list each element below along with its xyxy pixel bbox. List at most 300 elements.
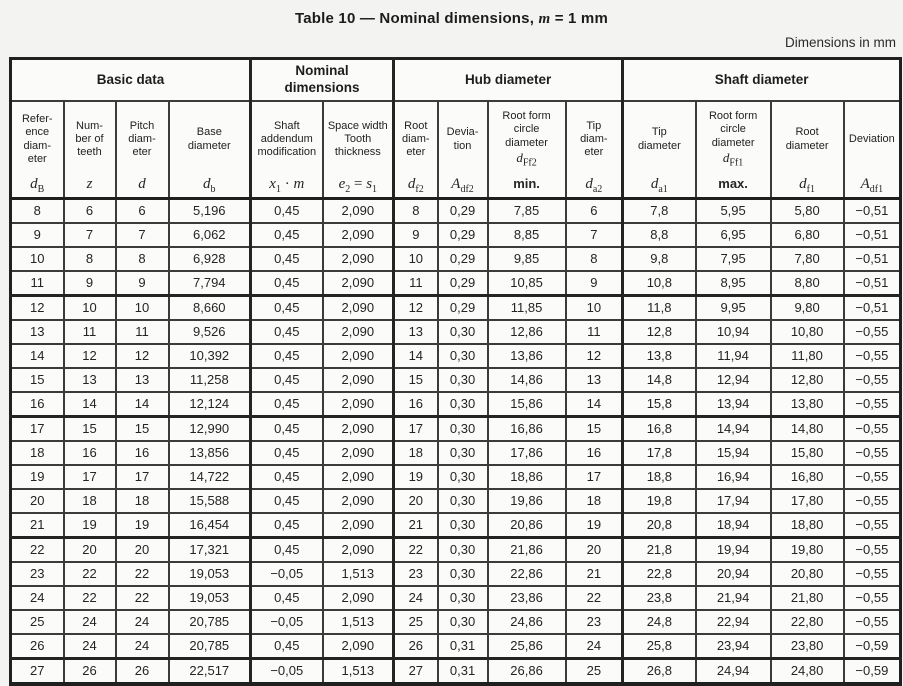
cell-hub-root-diameter: 23: [394, 562, 438, 586]
cell-shaft-root-form-circle-diameter: 20,94: [696, 562, 771, 586]
cell-number-of-teeth: 15: [64, 417, 116, 442]
cell-hub-root-form-circle-diameter: 12,86: [488, 320, 566, 344]
symbol-part: B: [37, 184, 45, 195]
symbol-part: z: [86, 176, 93, 192]
column-header-content: [252, 102, 322, 197]
cell-space-width-tooth-thickness: 2,090: [323, 538, 394, 563]
column-header-content: [489, 102, 565, 197]
column-symbol: [718, 177, 748, 197]
cell-hub-root-diameter: 24: [394, 586, 438, 610]
group-header-hub-diameter: [394, 59, 623, 102]
column-symbol: [451, 177, 474, 197]
cell-shaft-deviation: −0,51: [844, 296, 901, 321]
cell-hub-deviation: 0,29: [438, 296, 488, 321]
cell-space-width-tooth-thickness: 2,090: [323, 586, 394, 610]
cell-shaft-tip-diameter: 9,8: [623, 247, 696, 271]
column-name: [128, 102, 156, 177]
column-name-line: eter: [132, 146, 152, 159]
cell-base-diameter: 13,856: [169, 441, 251, 465]
symbol-part: e: [338, 176, 346, 192]
cell-shaft-tip-diameter: 21,8: [623, 538, 696, 563]
cell-hub-root-form-circle-diameter: 15,86: [488, 392, 566, 417]
cell-shaft-tip-diameter: 12,8: [623, 320, 696, 344]
cell-hub-root-diameter: 19: [394, 465, 438, 489]
cell-number-of-teeth: 22: [64, 562, 116, 586]
cell-hub-root-form-circle-diameter: 26,86: [488, 659, 566, 685]
cell-shaft-addendum-modification: −0,05: [251, 659, 323, 685]
symbol-part: d: [203, 176, 211, 192]
cell-hub-root-diameter: 8: [394, 199, 438, 224]
symbol-part: Ff2: [522, 157, 537, 169]
cell-hub-root-diameter: 10: [394, 247, 438, 271]
cell-hub-deviation: 0,30: [438, 368, 488, 392]
cell-shaft-root-diameter: 15,80: [771, 441, 844, 465]
cell-hub-tip-diameter: 10: [566, 296, 623, 321]
cell-hub-root-diameter: 17: [394, 417, 438, 442]
cell-hub-root-form-circle-diameter: 19,86: [488, 489, 566, 513]
column-name-line: ence: [25, 126, 50, 139]
column-name-line: eter: [584, 146, 604, 159]
table-row: [11, 659, 901, 685]
column-symbol: [408, 177, 424, 197]
column-name-line: teeth: [77, 146, 102, 159]
column-header-reference-diameter: [11, 101, 64, 199]
column-name-line: diameter: [785, 139, 829, 152]
cell-shaft-root-form-circle-diameter: 11,94: [696, 344, 771, 368]
cell-hub-deviation: 0,30: [438, 320, 488, 344]
cell-shaft-addendum-modification: 0,45: [251, 247, 323, 271]
cell-shaft-root-diameter: 10,80: [771, 320, 844, 344]
column-header-content: [772, 102, 843, 197]
cell-shaft-root-form-circle-diameter: 6,95: [696, 223, 771, 247]
column-name: [402, 102, 430, 177]
cell-shaft-addendum-modification: 0,45: [251, 368, 323, 392]
cell-shaft-tip-diameter: 20,8: [623, 513, 696, 538]
column-header-hub-root-diameter: [394, 101, 438, 199]
column-name-line: Deviation: [848, 132, 895, 145]
symbol-part: d: [516, 149, 523, 165]
column-name-line: Root form: [502, 110, 551, 123]
column-header-shaft-tip-diameter: [623, 101, 696, 199]
cell-pitch-diameter: 24: [116, 610, 169, 634]
cell-hub-tip-diameter: 18: [566, 489, 623, 513]
cell-space-width-tooth-thickness: 2,090: [323, 223, 394, 247]
cell-shaft-root-diameter: 12,80: [771, 368, 844, 392]
cell-pitch-diameter: 16: [116, 441, 169, 465]
cell-pitch-diameter: 6: [116, 199, 169, 224]
table-row: [11, 368, 901, 392]
cell-reference-diameter: 23: [11, 562, 64, 586]
column-symbol: [585, 177, 602, 197]
column-name-line: tion: [453, 139, 472, 152]
column-header-space-width-tooth-thickness: [323, 101, 394, 199]
column-name: [580, 102, 608, 177]
cell-base-diameter: 19,053: [169, 586, 251, 610]
symbol-part: =: [350, 176, 367, 192]
cell-space-width-tooth-thickness: 2,090: [323, 320, 394, 344]
cell-hub-root-diameter: 18: [394, 441, 438, 465]
column-name-line: Root: [795, 126, 819, 139]
symbol-part: s: [366, 176, 373, 192]
column-name-line: diameter: [187, 139, 231, 152]
cell-shaft-deviation: −0,51: [844, 271, 901, 296]
cell-pitch-diameter: 26: [116, 659, 169, 685]
cell-shaft-root-diameter: 17,80: [771, 489, 844, 513]
cell-space-width-tooth-thickness: 2,090: [323, 296, 394, 321]
column-header-content: [170, 102, 250, 197]
column-name: [502, 102, 550, 177]
cell-shaft-addendum-modification: 0,45: [251, 320, 323, 344]
cell-shaft-tip-diameter: 8,8: [623, 223, 696, 247]
column-name: [638, 102, 681, 177]
cell-base-diameter: 12,990: [169, 417, 251, 442]
cell-shaft-root-diameter: 9,80: [771, 296, 844, 321]
column-name-line: Refer-: [21, 113, 53, 126]
cell-shaft-addendum-modification: 0,45: [251, 513, 323, 538]
table-row: [11, 538, 901, 563]
column-header-content: [65, 102, 115, 197]
group-label-line: dimensions: [284, 80, 360, 95]
cell-hub-root-diameter: 20: [394, 489, 438, 513]
cell-shaft-tip-diameter: 24,8: [623, 610, 696, 634]
cell-pitch-diameter: 13: [116, 368, 169, 392]
column-header-shaft-root-diameter: [771, 101, 844, 199]
column-symbol: [513, 177, 540, 197]
cell-base-diameter: 6,062: [169, 223, 251, 247]
column-symbol: [861, 177, 884, 197]
column-name-line: Tip: [586, 119, 602, 132]
cell-reference-diameter: 20: [11, 489, 64, 513]
cell-shaft-addendum-modification: 0,45: [251, 634, 323, 659]
cell-number-of-teeth: 16: [64, 441, 116, 465]
column-name-line: Devia-: [446, 126, 479, 139]
table-row: [11, 441, 901, 465]
module-symbol: m: [538, 11, 551, 27]
table-row: [11, 271, 901, 296]
cell-hub-deviation: 0,30: [438, 489, 488, 513]
column-name: [328, 102, 388, 177]
cell-shaft-addendum-modification: 0,45: [251, 417, 323, 442]
cell-hub-tip-diameter: 22: [566, 586, 623, 610]
cell-hub-root-form-circle-diameter: 20,86: [488, 513, 566, 538]
table-row: [11, 199, 901, 224]
column-name-line: diameter: [505, 136, 548, 149]
column-name-line: Tip: [651, 126, 667, 139]
column-name-line: diam-: [128, 132, 156, 145]
cell-number-of-teeth: 13: [64, 368, 116, 392]
cell-shaft-deviation: −0,55: [844, 441, 901, 465]
cell-shaft-addendum-modification: −0,05: [251, 610, 323, 634]
cell-space-width-tooth-thickness: 2,090: [323, 271, 394, 296]
cell-hub-root-diameter: 16: [394, 392, 438, 417]
cell-base-diameter: 16,454: [169, 513, 251, 538]
cell-shaft-addendum-modification: 0,45: [251, 489, 323, 513]
cell-shaft-root-diameter: 11,80: [771, 344, 844, 368]
cell-shaft-tip-diameter: 26,8: [623, 659, 696, 685]
column-header-content: [567, 102, 622, 197]
cell-shaft-root-diameter: 8,80: [771, 271, 844, 296]
cell-hub-deviation: 0,29: [438, 247, 488, 271]
cell-reference-diameter: 17: [11, 417, 64, 442]
column-symbol: [30, 177, 44, 197]
cell-shaft-tip-diameter: 11,8: [623, 296, 696, 321]
cell-reference-diameter: 9: [11, 223, 64, 247]
cell-hub-root-form-circle-diameter: 22,86: [488, 562, 566, 586]
cell-hub-tip-diameter: 20: [566, 538, 623, 563]
column-name-line: diameter: [637, 139, 681, 152]
cell-number-of-teeth: 17: [64, 465, 116, 489]
group-header-basic-data: [11, 59, 251, 102]
cell-hub-deviation: 0,30: [438, 441, 488, 465]
cell-reference-diameter: 8: [11, 199, 64, 224]
cell-shaft-deviation: −0,51: [844, 223, 901, 247]
cell-shaft-root-diameter: 6,80: [771, 223, 844, 247]
cell-space-width-tooth-thickness: 2,090: [323, 199, 394, 224]
cell-number-of-teeth: 24: [64, 610, 116, 634]
cell-reference-diameter: 14: [11, 344, 64, 368]
cell-space-width-tooth-thickness: 2,090: [323, 634, 394, 659]
column-name-line: Root: [404, 119, 428, 132]
column-symbol: [87, 177, 93, 197]
cell-shaft-root-form-circle-diameter: 10,94: [696, 320, 771, 344]
cell-shaft-deviation: −0,59: [844, 659, 901, 685]
cell-pitch-diameter: 10: [116, 296, 169, 321]
cell-shaft-deviation: −0,55: [844, 368, 901, 392]
cell-pitch-diameter: 17: [116, 465, 169, 489]
table-row: [11, 417, 901, 442]
cell-shaft-root-diameter: 19,80: [771, 538, 844, 563]
column-name: [188, 102, 231, 177]
symbol-part: m: [293, 176, 305, 192]
symbol-part: df2: [460, 184, 474, 195]
cell-pitch-diameter: 22: [116, 586, 169, 610]
column-name-line: diam-: [23, 139, 51, 152]
cell-space-width-tooth-thickness: 1,513: [323, 659, 394, 685]
cell-hub-root-diameter: 26: [394, 634, 438, 659]
cell-shaft-tip-diameter: 17,8: [623, 441, 696, 465]
cell-hub-deviation: 0,31: [438, 634, 488, 659]
cell-hub-tip-diameter: 9: [566, 271, 623, 296]
cell-shaft-deviation: −0,55: [844, 513, 901, 538]
column-name: [447, 102, 479, 177]
column-symbol: [138, 177, 146, 197]
cell-reference-diameter: 10: [11, 247, 64, 271]
group-header-row: [11, 59, 901, 102]
cell-number-of-teeth: 19: [64, 513, 116, 538]
symbol-part: f1: [806, 184, 816, 195]
cell-shaft-addendum-modification: 0,45: [251, 586, 323, 610]
table-row: [11, 344, 901, 368]
cell-base-diameter: 15,588: [169, 489, 251, 513]
symbol-part: min.: [513, 176, 540, 191]
column-header-shaft-deviation: [844, 101, 901, 199]
table-row: [11, 465, 901, 489]
cell-shaft-addendum-modification: 0,45: [251, 441, 323, 465]
column-name-line: Pitch: [129, 119, 155, 132]
cell-hub-deviation: 0,30: [438, 586, 488, 610]
cell-base-diameter: 20,785: [169, 634, 251, 659]
cell-shaft-root-form-circle-diameter: 23,94: [696, 634, 771, 659]
cell-hub-deviation: 0,30: [438, 344, 488, 368]
table-row: [11, 610, 901, 634]
cell-number-of-teeth: 7: [64, 223, 116, 247]
cell-shaft-root-diameter: 16,80: [771, 465, 844, 489]
column-header-hub-tip-diameter: [566, 101, 623, 199]
table-title: [0, 0, 903, 28]
cell-shaft-addendum-modification: 0,45: [251, 223, 323, 247]
cell-hub-tip-diameter: 17: [566, 465, 623, 489]
symbol-part: A: [860, 176, 870, 192]
cell-pitch-diameter: 18: [116, 489, 169, 513]
table-row: [11, 247, 901, 271]
group-header-nominal-dimensions: [251, 59, 394, 102]
cell-shaft-addendum-modification: 0,45: [251, 344, 323, 368]
cell-hub-root-form-circle-diameter: 13,86: [488, 344, 566, 368]
cell-hub-root-form-circle-diameter: 23,86: [488, 586, 566, 610]
cell-shaft-deviation: −0,55: [844, 344, 901, 368]
cell-base-diameter: 12,124: [169, 392, 251, 417]
cell-hub-deviation: 0,30: [438, 465, 488, 489]
cell-hub-root-form-circle-diameter: 10,85: [488, 271, 566, 296]
cell-number-of-teeth: 10: [64, 296, 116, 321]
cell-base-diameter: 20,785: [169, 610, 251, 634]
symbol-part: A: [451, 176, 461, 192]
column-name-line: addendum: [260, 132, 313, 145]
cell-hub-root-diameter: 14: [394, 344, 438, 368]
cell-pitch-diameter: 11: [116, 320, 169, 344]
cell-shaft-root-diameter: 24,80: [771, 659, 844, 685]
cell-hub-root-diameter: 21: [394, 513, 438, 538]
cell-shaft-deviation: −0,51: [844, 247, 901, 271]
column-header-content: [117, 102, 168, 197]
column-header-hub-deviation: [438, 101, 488, 199]
column-header-hub-root-form-circle-diameter: [488, 101, 566, 199]
cell-reference-diameter: 25: [11, 610, 64, 634]
cell-reference-diameter: 19: [11, 465, 64, 489]
table-row: [11, 562, 901, 586]
column-name-line: circle: [720, 123, 746, 136]
cell-base-diameter: 22,517: [169, 659, 251, 685]
column-name-line: diam-: [580, 132, 608, 145]
cell-hub-root-form-circle-diameter: 9,85: [488, 247, 566, 271]
symbol-part: max.: [718, 176, 748, 191]
cell-pitch-diameter: 14: [116, 392, 169, 417]
cell-number-of-teeth: 18: [64, 489, 116, 513]
cell-shaft-root-form-circle-diameter: 21,94: [696, 586, 771, 610]
cell-hub-tip-diameter: 13: [566, 368, 623, 392]
cell-reference-diameter: 12: [11, 296, 64, 321]
cell-base-diameter: 10,392: [169, 344, 251, 368]
cell-pitch-diameter: 7: [116, 223, 169, 247]
cell-shaft-deviation: −0,55: [844, 465, 901, 489]
cell-shaft-root-diameter: 22,80: [771, 610, 844, 634]
column-symbol: [799, 177, 815, 197]
column-header-shaft-addendum-modification: [251, 101, 323, 199]
cell-shaft-root-form-circle-diameter: 18,94: [696, 513, 771, 538]
cell-shaft-root-diameter: 20,80: [771, 562, 844, 586]
column-name-line: Tooth: [344, 132, 372, 145]
nominal-dimensions-table: [9, 57, 902, 686]
cell-shaft-root-form-circle-diameter: 8,95: [696, 271, 771, 296]
column-header-base-diameter: [169, 101, 251, 199]
cell-shaft-addendum-modification: 0,45: [251, 296, 323, 321]
cell-shaft-root-form-circle-diameter: 14,94: [696, 417, 771, 442]
cell-pitch-diameter: 22: [116, 562, 169, 586]
column-name: [709, 102, 757, 177]
cell-hub-root-form-circle-diameter: 21,86: [488, 538, 566, 563]
cell-pitch-diameter: 20: [116, 538, 169, 563]
cell-base-diameter: 9,526: [169, 320, 251, 344]
cell-hub-deviation: 0,30: [438, 610, 488, 634]
symbol-part: ·: [280, 176, 294, 192]
column-header-content: [12, 102, 63, 197]
column-header-content: [845, 102, 900, 197]
cell-shaft-tip-diameter: 7,8: [623, 199, 696, 224]
cell-base-diameter: 7,794: [169, 271, 251, 296]
cell-space-width-tooth-thickness: 2,090: [323, 465, 394, 489]
cell-number-of-teeth: 9: [64, 271, 116, 296]
column-name-line: thickness: [334, 146, 381, 159]
column-symbol: [339, 177, 377, 197]
cell-shaft-root-diameter: 5,80: [771, 199, 844, 224]
cell-hub-tip-diameter: 24: [566, 634, 623, 659]
cell-hub-tip-diameter: 14: [566, 392, 623, 417]
cell-pitch-diameter: 15: [116, 417, 169, 442]
symbol-part: df1: [869, 184, 884, 195]
column-name: [257, 102, 316, 177]
cell-reference-diameter: 22: [11, 538, 64, 563]
cell-space-width-tooth-thickness: 2,090: [323, 417, 394, 442]
symbol-part: d: [722, 149, 730, 165]
table-row: [11, 320, 901, 344]
cell-pitch-diameter: 12: [116, 344, 169, 368]
cell-shaft-addendum-modification: 0,45: [251, 392, 323, 417]
column-header-shaft-root-form-circle-diameter: [696, 101, 771, 199]
group-label-line: Hub diameter: [464, 71, 552, 87]
cell-hub-root-diameter: 27: [394, 659, 438, 685]
column-name-line: circle: [513, 123, 540, 136]
symbol-part: 1: [372, 184, 378, 195]
table-row: [11, 513, 901, 538]
cell-number-of-teeth: 24: [64, 634, 116, 659]
cell-shaft-root-form-circle-diameter: 13,94: [696, 392, 771, 417]
cell-space-width-tooth-thickness: 2,090: [323, 368, 394, 392]
symbol-part: d: [30, 176, 38, 192]
cell-shaft-addendum-modification: 0,45: [251, 465, 323, 489]
column-name-line: eter: [27, 152, 47, 165]
column-header-pitch-diameter: [116, 101, 169, 199]
column-name: [22, 102, 53, 177]
symbol-part: d: [407, 176, 416, 192]
cell-number-of-teeth: 20: [64, 538, 116, 563]
cell-space-width-tooth-thickness: 2,090: [323, 441, 394, 465]
cell-space-width-tooth-thickness: 2,090: [323, 513, 394, 538]
cell-shaft-deviation: −0,55: [844, 562, 901, 586]
column-name-line: modification: [257, 146, 317, 159]
group-label-line: Basic data: [96, 71, 165, 87]
symbol-part: x: [269, 176, 276, 192]
units-note: Dimensions in mm: [784, 35, 896, 50]
cell-base-diameter: 6,928: [169, 247, 251, 271]
cell-reference-diameter: 13: [11, 320, 64, 344]
symbol-part: b: [210, 184, 216, 195]
cell-shaft-root-form-circle-diameter: 12,94: [696, 368, 771, 392]
cell-shaft-deviation: −0,55: [844, 489, 901, 513]
cell-hub-tip-diameter: 8: [566, 247, 623, 271]
symbol-part: d: [138, 176, 146, 192]
column-name: [849, 102, 895, 177]
cell-hub-tip-diameter: 23: [566, 610, 623, 634]
